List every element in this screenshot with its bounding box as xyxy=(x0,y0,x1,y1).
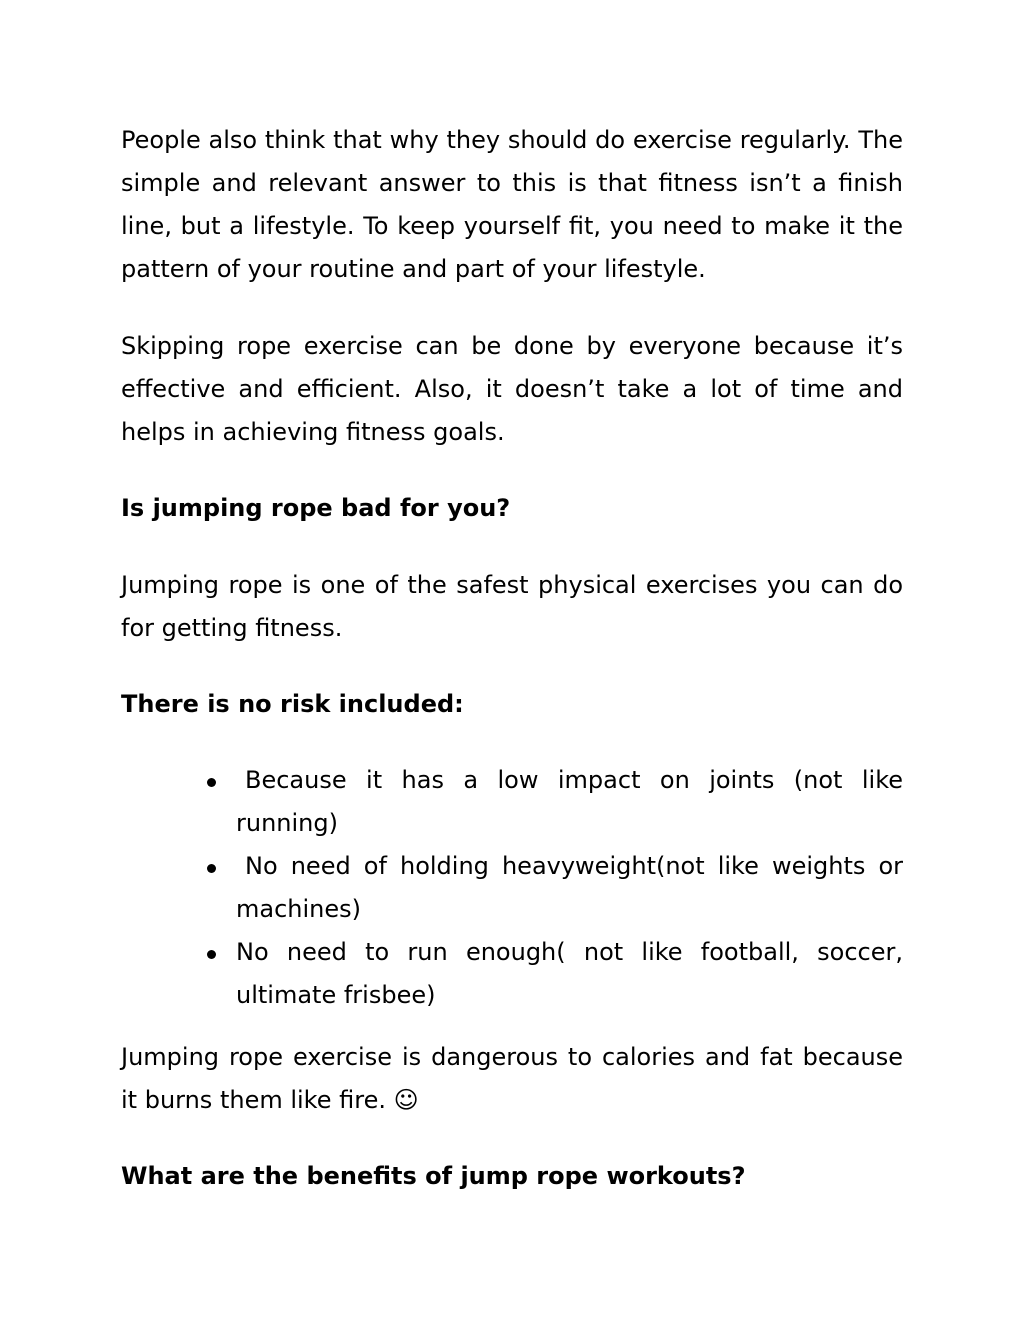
paragraph-burns-calories: Jumping rope exercise is dangerous to calories and fat because it burns them like fire. ☺ xyxy=(121,1043,903,1114)
list-item-text: No need of holding heavyweight(not like weights or machines) xyxy=(236,852,903,923)
paragraph-skipping-rope: Skipping rope exercise can be done by everyone because it’s effective and efficient. Also, it doesn’t take a lot of time and helps in achieving fitness goals. xyxy=(121,332,903,446)
heading-is-jumping-rope-bad: Is jumping rope bad for you? xyxy=(121,494,511,522)
list-item xyxy=(121,931,903,1017)
heading-no-risk: There is no risk included: xyxy=(121,690,464,718)
list-item-text: Because it has a low impact on joints (not like running) xyxy=(236,766,903,837)
paragraph-why-exercise: People also think that why they should do exercise regularly. The simple and relevant answer to this is that fitness isn’t a finish line, but a lifestyle. To keep yourself fit, you need to make it the pattern of your routine and part of your lifestyle. xyxy=(121,126,903,283)
heading-benefits: What are the benefits of jump rope workouts? xyxy=(121,1162,746,1190)
list-item-text: No need to run enough( not like football, soccer, ultimate frisbee) xyxy=(236,938,903,1009)
bullet-icon xyxy=(207,950,216,959)
bullet-icon xyxy=(207,864,216,873)
no-risk-list xyxy=(121,759,903,1017)
list-item xyxy=(121,845,903,931)
list-item xyxy=(121,759,903,845)
bullet-icon xyxy=(207,778,216,787)
paragraph-safest-exercise: Jumping rope is one of the safest physical exercises you can do for getting fitness. xyxy=(121,571,903,642)
